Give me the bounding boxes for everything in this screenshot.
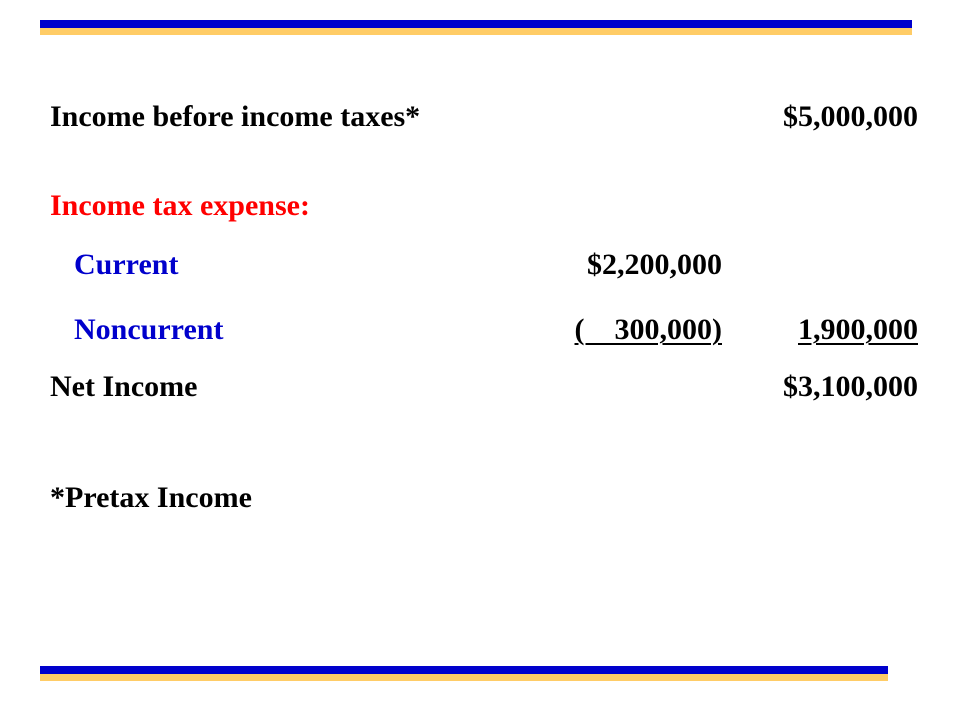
tax-expense-heading: Income tax expense:: [50, 189, 310, 222]
noncurrent-label: Noncurrent: [74, 313, 224, 346]
current-label: Current: [74, 248, 179, 281]
income-before-taxes-amount: $5,000,000: [783, 100, 918, 133]
top-gold-stripe: [40, 28, 912, 35]
bottom-decorative-bar: [40, 666, 888, 681]
top-decorative-bar: [40, 20, 912, 35]
current-amount: $2,200,000: [587, 248, 722, 281]
tax-expense-total: 1,900,000: [798, 313, 918, 346]
top-blue-stripe: [40, 20, 912, 28]
net-income-label: Net Income: [50, 370, 198, 403]
net-income-amount: $3,100,000: [783, 370, 918, 403]
noncurrent-amount: ( 300,000): [574, 313, 722, 346]
bottom-blue-stripe: [40, 666, 888, 674]
footnote: *Pretax Income: [50, 481, 252, 514]
bottom-gold-stripe: [40, 674, 888, 681]
income-before-taxes-label: Income before income taxes*: [50, 100, 421, 133]
